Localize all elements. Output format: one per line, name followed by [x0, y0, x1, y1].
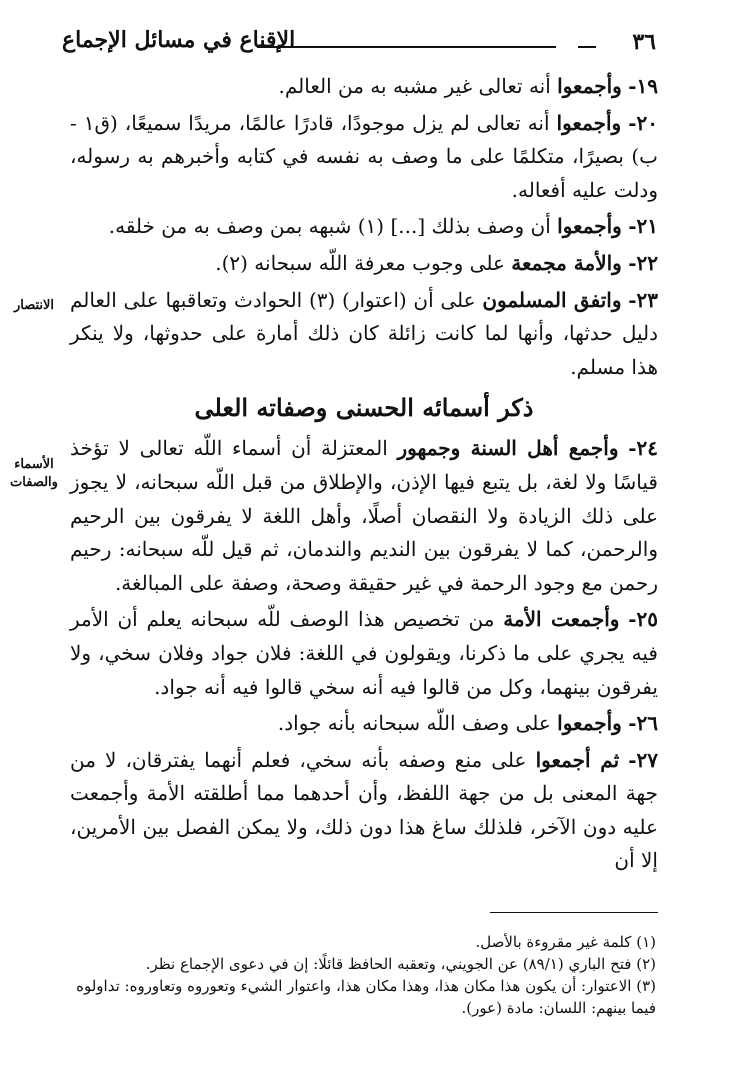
paragraph-text: أن وصف بذلك [...] (١) شبهه بمن وصف به من خلقه. [108, 214, 551, 239]
paragraph-text: من تخصيص هذا الوصف للّه سبحانه يعلم أن الأمر فيه يجري على ما ذكرنا، ويقولون في اللغة: فلان جواد وفلان سخي، ولا يفرقون بينهما، وكل من قالوا فيه أنه سخي قالوا فيه أنه جواد. [70, 607, 658, 699]
paragraph-text: على أن (اعتوار) (٣) الحوادث وتعاقبها على العالم دليل حدثها، وأنها لما كانت زائلة كان ذلك أمارة على حدوثها، ولا ينكر هذا مسلم. [70, 287, 658, 379]
paragraph-text: أنه تعالى لم يزل موجودًا، قادرًا عالمًا، مريدًا سميعًا، (ق١ - ب) بصيرًا، متكلمًا على ما وصف به نفسه في كتابه وأخبرهم به رسوله، ودلت عليه أفعاله. [70, 110, 658, 202]
paragraph-text: على وجوب معرفة اللّه سبحانه (٢). [215, 250, 505, 275]
paragraph-number: ٢٢- [628, 250, 658, 275]
main-text [70, 70, 658, 881]
running-header [62, 25, 656, 67]
paragraph-lead: وأجمعوا [556, 110, 622, 135]
margin-note-intisar: الانتصار [13, 298, 55, 313]
paragraph-22 [70, 247, 658, 281]
paragraph-number: ٢٧- [628, 747, 659, 772]
header-rule-long [257, 46, 556, 48]
paragraph-lead: ثم أجمعوا [535, 747, 620, 772]
paragraph-24 [70, 432, 658, 600]
paragraph-text: المعتزلة أن أسماء اللّه تعالى لا تؤخذ قياسًا ولا لغة، بل يتبع فيها الإذن، والإطلاق من قبل اللّه سبحانه، لا يجوز على ذلك الزيادة ولا النقصان أصلًا، وأهل اللغة لا يفرقون بين الرحيم والرحمن، كما لا يفرقون بين النديم والندمان، ثم قيل للّه سبحانه: رحيم رحمن مع وجود الرحمة في غير حقيقة وصحة، وصفة على المبالغة. [70, 436, 658, 595]
paragraph-number: ٢١- [628, 214, 658, 239]
paragraph-19 [70, 70, 658, 104]
paragraph-20 [70, 107, 658, 208]
paragraph-number: ١٩- [628, 74, 658, 98]
paragraph-number: ٢٣- [628, 287, 659, 312]
footnote-1: (١) كلمة غير مقروءة بالأصل. [475, 933, 656, 951]
paragraph-lead: والأمة مجمعة [511, 250, 622, 275]
footnote-separator [490, 912, 658, 913]
paragraph-26 [70, 707, 658, 741]
paragraph-lead: واتفق المسلمون [482, 287, 622, 312]
paragraph-lead: وأجمعوا [557, 74, 622, 98]
paragraph-lead: وأجمعوا [557, 214, 622, 239]
paragraph-number: ٢٠- [628, 110, 658, 135]
paragraph-23 [70, 284, 658, 385]
paragraph-lead: وأجمعت الأمة [503, 607, 620, 632]
page-number: ٣٦ [632, 29, 656, 55]
paragraph-text: على منع وصفه بأنه سخي، فعلم أنهما يفترقان، لا من جهة المعنى بل من جهة اللفظ، وأن أحدهما مما أطلقته الأمة وأجمعت عليه دون الآخر، فلذلك ساغ هذا دون ذلك، ولا يمكن الفصل بين الأمرين، إلا أن [70, 747, 658, 873]
paragraph-text: أنه تعالى غير مشبه به من العالم. [278, 74, 551, 98]
paragraph-25 [70, 603, 658, 704]
paragraph-27 [70, 744, 658, 878]
running-title: الإقناع في مسائل الإجماع [62, 27, 296, 53]
paragraph-21 [70, 210, 658, 244]
footnote-3: (٣) الاعتوار: أن يكون هذا مكان هذا، وهذا مكان هذا، واعتوار الشيء وتعوروه وتعاوروه: تداولوه فيما بينهم: اللسان: مادة (عور). [76, 977, 656, 1017]
paragraph-lead: وأجمع أهل السنة وجمهور [397, 436, 619, 461]
paragraph-lead: وأجمعوا [557, 711, 622, 736]
margin-note-names-attributes: الأسماء والصفات [10, 457, 58, 490]
paragraph-number: ٢٦- [628, 711, 658, 736]
footnotes [62, 931, 656, 1019]
paragraph-number: ٢٤- [628, 436, 659, 461]
section-heading: ذكر أسمائه الحسنى وصفاته العلى [194, 393, 534, 423]
header-rule-short [578, 46, 596, 48]
paragraph-number: ٢٥- [628, 607, 658, 632]
paragraph-text: على وصف اللّه سبحانه بأنه جواد. [277, 711, 551, 736]
footnote-2: (٢) فتح الباري (٨٩/١) عن الجويني، وتعقبه الحافظ قائلًا: إن في دعوى الإجماع نظر. [145, 955, 656, 973]
